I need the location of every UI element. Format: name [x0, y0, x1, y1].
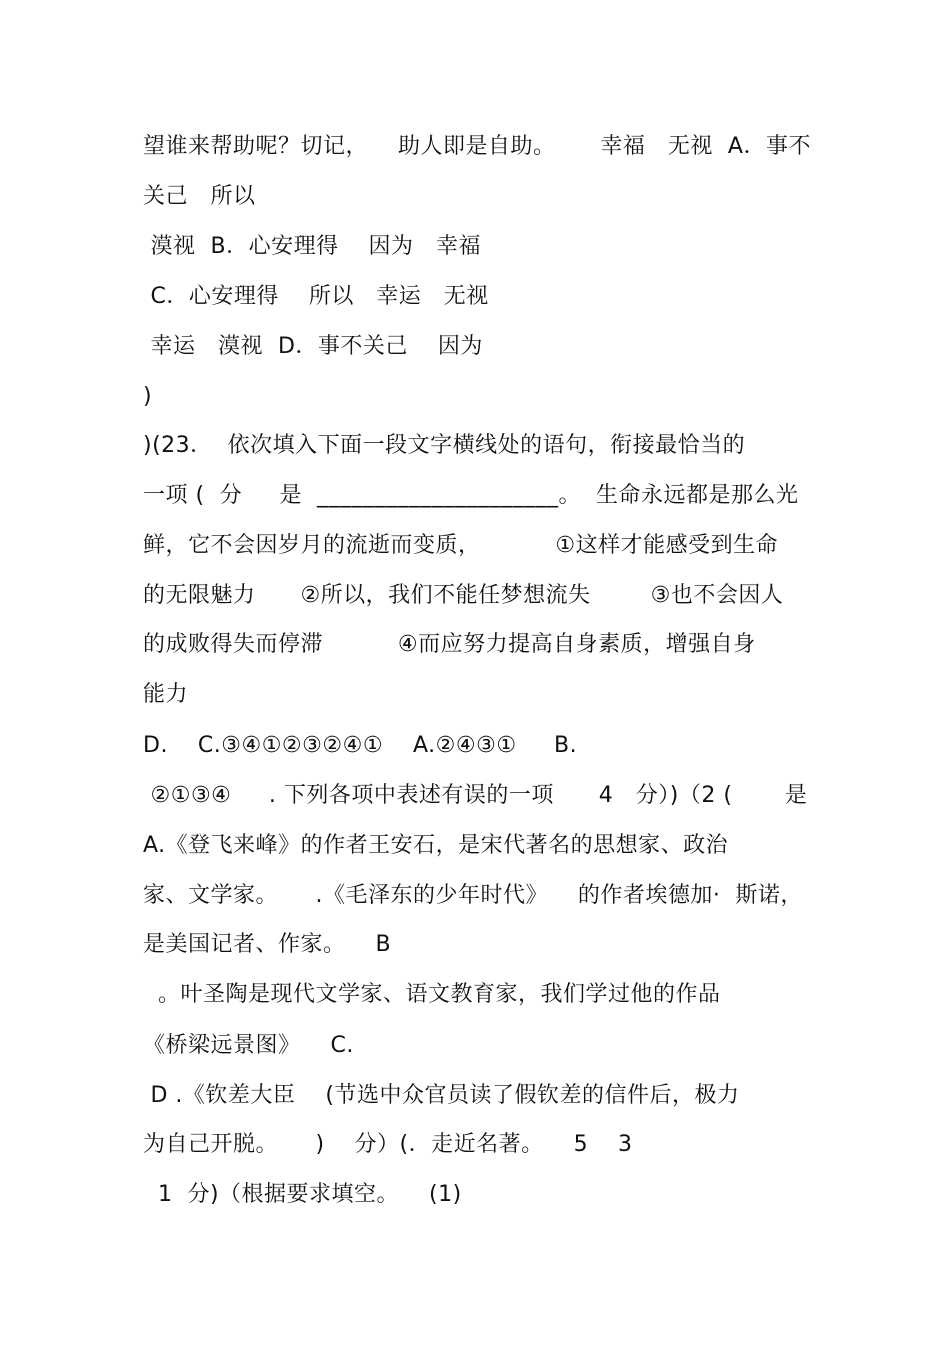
text-line: D .《钦差大臣 (节选中众官员读了假钦差的信件后，极力: [143, 1083, 740, 1108]
text-line: 望谁来帮助呢？切记， 助人即是自助。 幸福 无视 A．事不: [143, 134, 811, 159]
text-line: 鲜，它不会因岁月的流逝而变质， ①这样才能感受到生命: [143, 533, 779, 558]
text-line: 幸运 漠视 D．事不关己 因为: [143, 334, 483, 359]
text-line: 的无限魅力 ②所以，我们不能任梦想流失 ③也不会因人: [143, 583, 784, 608]
text-line: 1 分)（根据要求填空。 (1): [143, 1182, 462, 1207]
text-line: 《桥梁远景图》 C.: [143, 1033, 354, 1058]
text-line: C．心安理得 所以 幸运 无视: [143, 284, 489, 309]
text-line: ): [143, 384, 153, 409]
text-line: 一项 ( 分 是 _____________________。 生命永远都是那么光: [143, 483, 799, 508]
text-line: 的成败得失而停滞 ④而应努力提高自身素质，增强自身: [143, 632, 756, 657]
text-line: 关己 所以: [143, 184, 256, 209]
text-line: )(23． 依次填入下面一段文字横线处的语句，衔接最恰当的: [143, 433, 746, 458]
text-line: 。叶圣陶是现代文学家、语文教育家，我们学过他的作品: [143, 982, 721, 1007]
text-line: 能力: [143, 682, 189, 707]
text-line: 为自己开脱。 ) 分）(．走近名著。 5 3: [143, 1132, 633, 1157]
text-line: 家、文学家。 .《毛泽东的少年时代》 的作者埃德加· 斯诺，: [143, 883, 803, 908]
text-line: ②①③④ . 下列各项中表述有误的一项 4 分）)（2 ( 是: [143, 783, 808, 808]
text-line: A.《登飞来峰》的作者王安石，是宋代著名的思想家、政治: [143, 833, 729, 858]
text-line: D. C.③④①②③②④① A.②④③① B.: [143, 733, 578, 758]
text-line: 是美国记者、作家。 B: [143, 932, 392, 957]
text-line: 漠视 B．心安理得 因为 幸福: [143, 234, 482, 259]
